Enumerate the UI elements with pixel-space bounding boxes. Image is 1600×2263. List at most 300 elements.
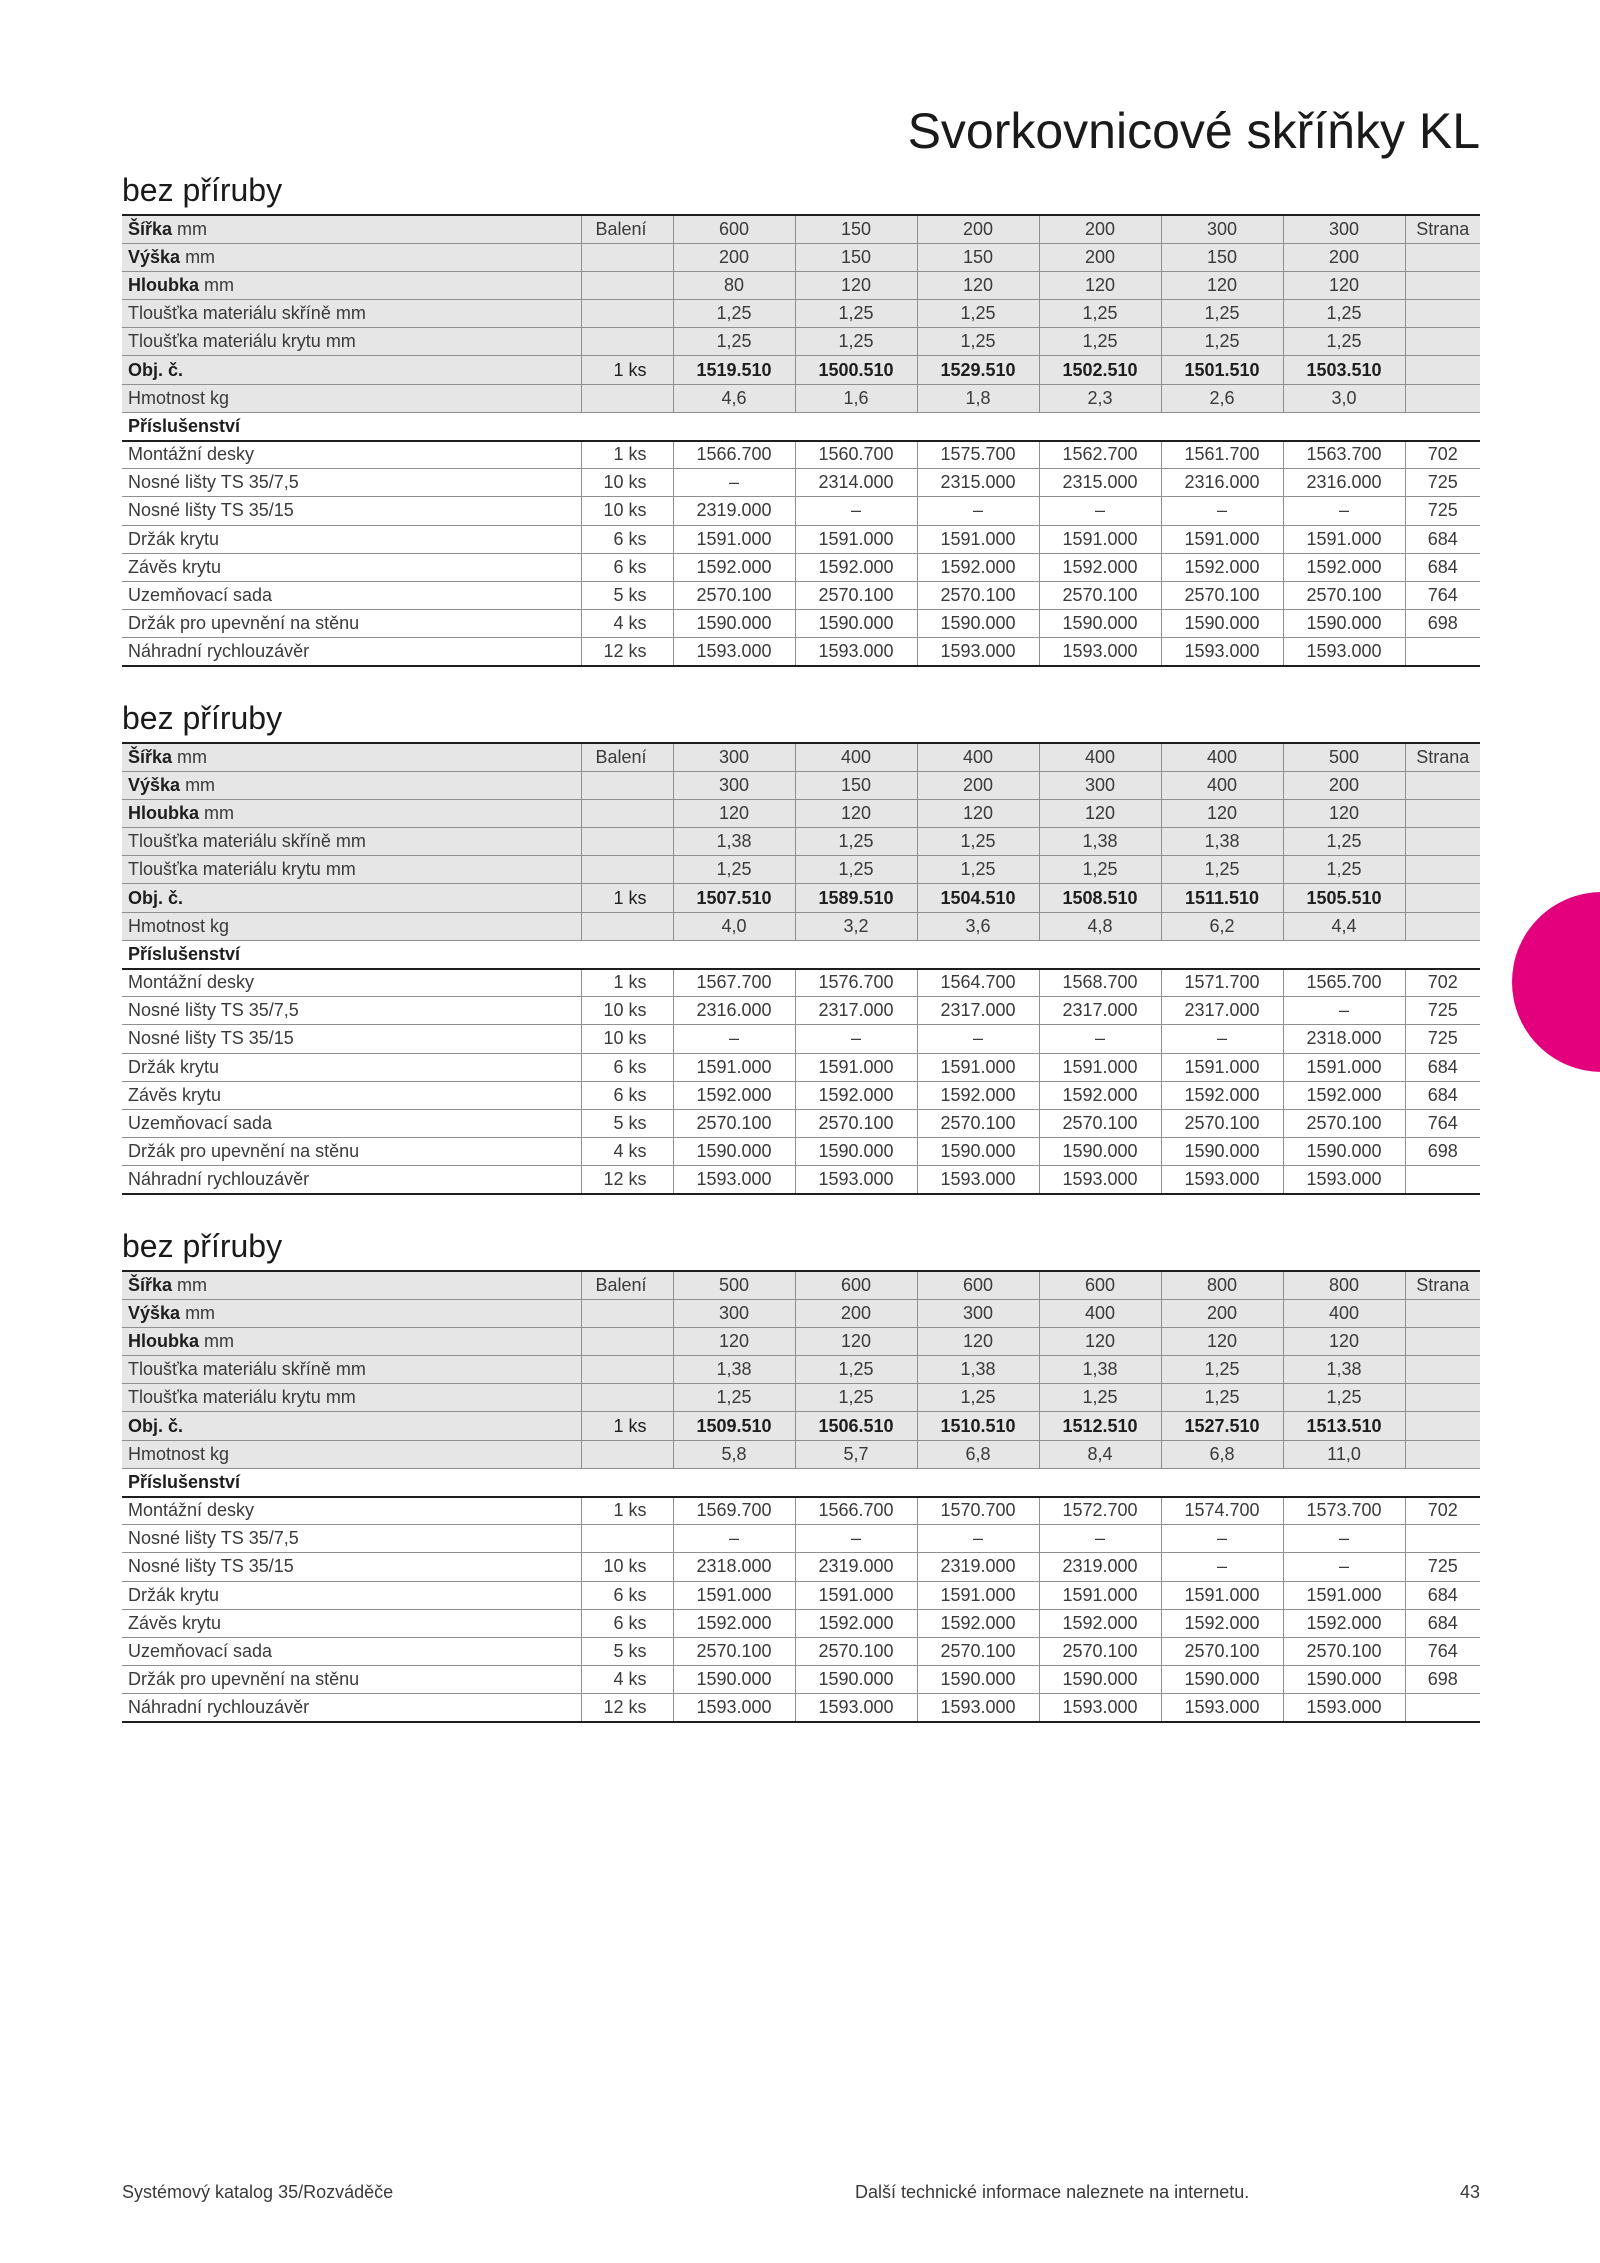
accessories-heading: Příslušenství (122, 412, 1480, 440)
pack-cell (581, 328, 673, 356)
row-label-bold: Šířka (128, 1274, 173, 1295)
pack-cell: 5 ks (581, 581, 673, 609)
pack-cell: 6 ks (581, 525, 673, 553)
pack-cell (581, 300, 673, 328)
value-cell: 300 (917, 1299, 1039, 1327)
order-number-cell: 1592.000 (1039, 1609, 1161, 1637)
order-number-cell: – (795, 1525, 917, 1553)
accessory-row (122, 1053, 1480, 1081)
value-cell: 1508.510 (1039, 884, 1161, 912)
spec-row (122, 356, 1480, 384)
pack-cell: 1 ks (581, 1497, 673, 1525)
accessory-row (122, 525, 1480, 553)
order-number-cell: 1590.000 (1161, 1138, 1283, 1166)
order-number-cell: – (1161, 1553, 1283, 1581)
pack-cell (581, 856, 673, 884)
page-ref-cell (1405, 771, 1480, 799)
order-number-cell: 1590.000 (1161, 1666, 1283, 1694)
order-number-cell: 2570.100 (795, 1109, 917, 1137)
accessory-name: Nosné lišty TS 35/15 (122, 497, 581, 525)
row-label (122, 328, 581, 356)
row-label-text: mm (199, 802, 235, 823)
order-number-cell: 1571.700 (1161, 969, 1283, 997)
spec-row (122, 856, 1480, 884)
row-label (122, 243, 581, 271)
value-cell: 200 (1283, 243, 1405, 271)
order-number-cell: 2570.100 (1283, 1109, 1405, 1137)
order-number-cell: 2315.000 (1039, 469, 1161, 497)
order-number-cell: 2570.100 (1039, 1637, 1161, 1665)
row-label-text: Tloušťka materiálu skříně mm (128, 303, 366, 324)
order-number-cell: 1592.000 (1161, 1609, 1283, 1637)
value-cell: 600 (795, 1271, 917, 1299)
accessory-name: Závěs krytu (122, 553, 581, 581)
spec-row (122, 1299, 1480, 1327)
pack-cell (581, 828, 673, 856)
row-label (122, 799, 581, 827)
order-number-cell: – (1161, 1525, 1283, 1553)
spec-row (122, 1327, 1480, 1355)
value-cell: 800 (1283, 1271, 1405, 1299)
order-number-cell: 1590.000 (1039, 1138, 1161, 1166)
order-number-cell: 2570.100 (917, 581, 1039, 609)
pack-cell: 6 ks (581, 553, 673, 581)
value-cell: 1,38 (1039, 1356, 1161, 1384)
order-number-cell: 1565.700 (1283, 969, 1405, 997)
row-label-text: Tloušťka materiálu skříně mm (128, 1359, 366, 1380)
order-number-cell: 2570.100 (1039, 1109, 1161, 1137)
order-number-cell: 1591.000 (1161, 1581, 1283, 1609)
value-cell: 150 (795, 243, 917, 271)
order-number-cell: – (795, 1025, 917, 1053)
pack-cell (581, 271, 673, 299)
row-label-text: mm (180, 246, 216, 267)
value-cell: 120 (1161, 799, 1283, 827)
spec-row (122, 215, 1480, 243)
row-label-bold: Hloubka (128, 1330, 200, 1351)
order-number-cell: 1590.000 (1039, 610, 1161, 638)
value-cell: 1,25 (795, 300, 917, 328)
accessory-row (122, 1581, 1480, 1609)
order-number-cell: 1593.000 (1283, 1166, 1405, 1194)
order-number-cell: 1593.000 (795, 1694, 917, 1722)
page-ref-cell: Strana (1405, 1271, 1480, 1299)
accessories-header-row (122, 412, 1480, 440)
value-cell: 120 (1283, 1327, 1405, 1355)
value-cell: 300 (1039, 771, 1161, 799)
order-number-cell: 1592.000 (673, 553, 795, 581)
order-number-cell: 2570.100 (673, 1109, 795, 1137)
accessory-row (122, 1694, 1480, 1722)
value-cell: 1519.510 (673, 356, 795, 384)
footer-catalog-name: Systémový katalog 35/Rozváděče (122, 2182, 394, 2202)
pack-cell (581, 243, 673, 271)
accessory-row (122, 1138, 1480, 1166)
value-cell: 1589.510 (795, 884, 917, 912)
row-label-text: mm (180, 774, 216, 795)
value-cell: 1,38 (673, 1356, 795, 1384)
page-ref-cell: 702 (1405, 441, 1480, 469)
value-cell: 120 (917, 271, 1039, 299)
order-number-cell: 1592.000 (795, 1081, 917, 1109)
row-label-bold: Výška (128, 1302, 181, 1323)
order-number-cell: 1590.000 (1283, 1138, 1405, 1166)
value-cell: 1,25 (1161, 856, 1283, 884)
order-number-cell: 1561.700 (1161, 441, 1283, 469)
page-ref-cell: 684 (1405, 1581, 1480, 1609)
page-ref-cell: 764 (1405, 581, 1480, 609)
page-ref-cell (1405, 1356, 1480, 1384)
order-number-cell: 1592.000 (917, 1081, 1039, 1109)
accessory-row (122, 497, 1480, 525)
pack-cell: 10 ks (581, 497, 673, 525)
accessories-heading: Příslušenství (122, 940, 1480, 968)
value-cell: 300 (673, 743, 795, 771)
pack-cell: Balení (581, 215, 673, 243)
value-cell: 1,25 (1039, 300, 1161, 328)
pack-cell (581, 1384, 673, 1412)
row-label (122, 771, 581, 799)
value-cell: 500 (673, 1271, 795, 1299)
row-label-text: mm (180, 1302, 216, 1323)
accessory-name: Držák pro upevnění na stěnu (122, 610, 581, 638)
page-ref-cell: 698 (1405, 1666, 1480, 1694)
order-number-cell: 1567.700 (673, 969, 795, 997)
accessory-name: Náhradní rychlouzávěr (122, 638, 581, 666)
order-number-cell: 1592.000 (1283, 1609, 1405, 1637)
value-cell: 1,38 (1039, 828, 1161, 856)
page-ref-cell: 698 (1405, 610, 1480, 638)
value-cell: 120 (1039, 271, 1161, 299)
value-cell: 3,0 (1283, 384, 1405, 412)
accessory-name: Uzemňovací sada (122, 1109, 581, 1137)
value-cell: 400 (1039, 743, 1161, 771)
order-number-cell: 2570.100 (1283, 581, 1405, 609)
pack-cell: 4 ks (581, 1666, 673, 1694)
order-number-cell: – (917, 497, 1039, 525)
accessory-row (122, 1666, 1480, 1694)
page-ref-cell (1405, 638, 1480, 666)
accessory-name: Držák pro upevnění na stěnu (122, 1666, 581, 1694)
accessory-name: Náhradní rychlouzávěr (122, 1166, 581, 1194)
order-number-cell: 1592.000 (1039, 1081, 1161, 1109)
order-number-cell: 2317.000 (795, 997, 917, 1025)
order-number-cell: 1592.000 (1283, 1081, 1405, 1109)
pack-cell: Balení (581, 743, 673, 771)
page-ref-cell (1405, 1166, 1480, 1194)
page-ref-cell (1405, 912, 1480, 940)
spec-table (122, 1270, 1480, 1723)
order-number-cell: 1591.000 (917, 1581, 1039, 1609)
order-number-cell: 1593.000 (917, 638, 1039, 666)
order-number-cell: 1592.000 (1161, 553, 1283, 581)
order-number-cell: 2317.000 (1039, 997, 1161, 1025)
accessories-header-row (122, 940, 1480, 968)
spec-table (122, 742, 1480, 1195)
order-number-cell: 1590.000 (795, 1138, 917, 1166)
row-label (122, 300, 581, 328)
order-number-cell: 2319.000 (917, 1553, 1039, 1581)
product-section (122, 698, 1480, 1195)
order-number-cell: 1591.000 (917, 525, 1039, 553)
value-cell: 1,25 (673, 1384, 795, 1412)
accessory-row (122, 1025, 1480, 1053)
order-number-cell: 1593.000 (673, 1166, 795, 1194)
value-cell: 6,8 (1161, 1440, 1283, 1468)
pack-cell: 12 ks (581, 1694, 673, 1722)
row-label-text: mm (199, 1330, 235, 1351)
accessory-name: Nosné lišty TS 35/7,5 (122, 997, 581, 1025)
order-number-cell: 2319.000 (795, 1553, 917, 1581)
section-title: bez příruby (122, 1228, 283, 1264)
order-number-cell: 1566.700 (673, 441, 795, 469)
spec-row (122, 243, 1480, 271)
row-label (122, 1299, 581, 1327)
order-number-cell: 1593.000 (1161, 1166, 1283, 1194)
pack-cell (581, 1299, 673, 1327)
order-number-cell: – (673, 1025, 795, 1053)
order-number-cell: 1590.000 (1161, 610, 1283, 638)
order-number-cell: 1591.000 (795, 1581, 917, 1609)
page-ref-cell: 684 (1405, 553, 1480, 581)
order-number-cell: 1573.700 (1283, 1497, 1405, 1525)
order-number-cell: – (1161, 497, 1283, 525)
accessory-name: Závěs krytu (122, 1081, 581, 1109)
value-cell: 1504.510 (917, 884, 1039, 912)
accessory-row (122, 1553, 1480, 1581)
value-cell: 300 (673, 771, 795, 799)
row-label-bold: Šířka (128, 746, 173, 767)
row-label (122, 271, 581, 299)
row-label-text: Hmotnost kg (128, 387, 230, 408)
accessory-name: Nosné lišty TS 35/15 (122, 1025, 581, 1053)
order-number-cell: 1593.000 (1039, 1166, 1161, 1194)
value-cell: 1,25 (1161, 300, 1283, 328)
accessory-name: Uzemňovací sada (122, 581, 581, 609)
chapter-tab-marker (1512, 892, 1600, 1072)
value-cell: 600 (1039, 1271, 1161, 1299)
value-cell: 120 (1161, 1327, 1283, 1355)
accessory-name: Držák krytu (122, 1581, 581, 1609)
value-cell: 1507.510 (673, 884, 795, 912)
value-cell: 1513.510 (1283, 1412, 1405, 1440)
value-cell: 1,25 (795, 828, 917, 856)
value-cell: 120 (795, 1327, 917, 1355)
spec-row (122, 1384, 1480, 1412)
order-number-cell: 1590.000 (1283, 610, 1405, 638)
value-cell: 1501.510 (1161, 356, 1283, 384)
page-ref-cell (1405, 384, 1480, 412)
pack-cell: 6 ks (581, 1053, 673, 1081)
order-number-cell: 2316.000 (1161, 469, 1283, 497)
pack-cell: 10 ks (581, 469, 673, 497)
value-cell: 4,8 (1039, 912, 1161, 940)
value-cell: 5,8 (673, 1440, 795, 1468)
accessory-row (122, 553, 1480, 581)
order-number-cell: 1591.000 (795, 1053, 917, 1081)
pack-cell: 5 ks (581, 1109, 673, 1137)
row-label-text: Tloušťka materiálu krytu mm (128, 859, 356, 880)
value-cell: 1503.510 (1283, 356, 1405, 384)
value-cell: 1,25 (673, 300, 795, 328)
value-cell: 1,38 (673, 828, 795, 856)
value-cell: 400 (917, 743, 1039, 771)
page-ref-cell: 725 (1405, 1025, 1480, 1053)
order-number-cell: 2319.000 (673, 497, 795, 525)
order-number-cell: 1592.000 (917, 553, 1039, 581)
order-number-cell: 1593.000 (795, 1166, 917, 1194)
accessory-row (122, 610, 1480, 638)
value-cell: 400 (1283, 1299, 1405, 1327)
accessories-heading: Příslušenství (122, 1468, 1480, 1496)
order-number-cell: 1591.000 (1283, 1581, 1405, 1609)
pack-cell: 6 ks (581, 1609, 673, 1637)
row-label-text: Tloušťka materiálu krytu mm (128, 1387, 356, 1408)
page-ref-cell (1405, 1412, 1480, 1440)
value-cell: 1,6 (795, 384, 917, 412)
order-number-cell: 1574.700 (1161, 1497, 1283, 1525)
value-cell: 400 (1161, 771, 1283, 799)
row-label-text: mm (172, 218, 208, 239)
value-cell: 400 (795, 743, 917, 771)
pack-cell: 6 ks (581, 1081, 673, 1109)
order-number-cell: 1568.700 (1039, 969, 1161, 997)
order-number-cell: – (1283, 997, 1405, 1025)
pack-cell (581, 384, 673, 412)
accessory-name: Nosné lišty TS 35/7,5 (122, 1525, 581, 1553)
order-number-cell: 1591.000 (1039, 1581, 1161, 1609)
value-cell: 120 (1283, 271, 1405, 299)
value-cell: 1,25 (795, 856, 917, 884)
spec-row (122, 328, 1480, 356)
value-cell: 1,25 (1283, 328, 1405, 356)
order-number-cell: 1591.000 (1161, 1053, 1283, 1081)
value-cell: 1,25 (1283, 828, 1405, 856)
value-cell: 400 (1161, 743, 1283, 771)
order-number-cell: 1591.000 (673, 1581, 795, 1609)
order-number-cell: – (1283, 497, 1405, 525)
order-number-cell: 1563.700 (1283, 441, 1405, 469)
accessory-row (122, 1109, 1480, 1137)
value-cell: 1,8 (917, 384, 1039, 412)
accessory-name: Závěs krytu (122, 1609, 581, 1637)
value-cell: 1,25 (1283, 300, 1405, 328)
order-number-cell: 1575.700 (917, 441, 1039, 469)
value-cell: 1,25 (1039, 856, 1161, 884)
pack-cell (581, 1327, 673, 1355)
order-number-cell: 1591.000 (1039, 1053, 1161, 1081)
row-label-bold: Obj. č. (128, 359, 184, 380)
value-cell: 1,25 (917, 328, 1039, 356)
accessory-row (122, 969, 1480, 997)
order-number-cell: 1591.000 (1283, 525, 1405, 553)
order-number-cell: 1591.000 (673, 525, 795, 553)
row-label (122, 1327, 581, 1355)
page-ref-cell: 684 (1405, 525, 1480, 553)
value-cell: 4,4 (1283, 912, 1405, 940)
row-label-bold: Hloubka (128, 274, 200, 295)
row-label (122, 356, 581, 384)
row-label (122, 1384, 581, 1412)
page-ref-cell (1405, 828, 1480, 856)
value-cell: 1,25 (1161, 1384, 1283, 1412)
order-number-cell: 2317.000 (1161, 997, 1283, 1025)
order-number-cell: 1560.700 (795, 441, 917, 469)
order-number-cell: 1591.000 (1039, 525, 1161, 553)
order-number-cell: 1590.000 (1039, 1666, 1161, 1694)
order-number-cell: 2315.000 (917, 469, 1039, 497)
value-cell: 1512.510 (1039, 1412, 1161, 1440)
order-number-cell: 1593.000 (673, 638, 795, 666)
value-cell: 120 (673, 1327, 795, 1355)
order-number-cell: 1593.000 (1283, 638, 1405, 666)
accessory-row (122, 1525, 1480, 1553)
accessory-row (122, 1166, 1480, 1194)
order-number-cell: 1564.700 (917, 969, 1039, 997)
order-number-cell: 2314.000 (795, 469, 917, 497)
value-cell: 6,8 (917, 1440, 1039, 1468)
section-title: bez příruby (122, 700, 283, 736)
order-number-cell: 1593.000 (917, 1166, 1039, 1194)
row-label (122, 1412, 581, 1440)
order-number-cell: 2570.100 (673, 1637, 795, 1665)
spec-row (122, 799, 1480, 827)
value-cell: 4,0 (673, 912, 795, 940)
spec-row (122, 743, 1480, 771)
row-label (122, 1356, 581, 1384)
order-number-cell: 1590.000 (917, 1138, 1039, 1166)
value-cell: 200 (917, 215, 1039, 243)
pack-cell: Balení (581, 1271, 673, 1299)
order-number-cell: 1593.000 (1161, 638, 1283, 666)
spec-row (122, 1271, 1480, 1299)
value-cell: 2,6 (1161, 384, 1283, 412)
order-number-cell: 2570.100 (795, 581, 917, 609)
footer-note: Další technické informace naleznete na internetu. (855, 2182, 1250, 2202)
page-ref-cell: 698 (1405, 1138, 1480, 1166)
value-cell: 120 (917, 1327, 1039, 1355)
accessory-row (122, 581, 1480, 609)
order-number-cell: 1592.000 (917, 1609, 1039, 1637)
accessory-row (122, 1609, 1480, 1637)
value-cell: 120 (795, 799, 917, 827)
row-label-bold: Výška (128, 774, 181, 795)
order-number-cell: 1593.000 (917, 1694, 1039, 1722)
value-cell: 300 (1161, 215, 1283, 243)
order-number-cell: 2318.000 (673, 1553, 795, 1581)
accessories-header-row (122, 1468, 1480, 1496)
page-ref-cell (1405, 1440, 1480, 1468)
product-section (122, 1226, 1480, 1723)
value-cell: 200 (917, 771, 1039, 799)
order-number-cell: 1572.700 (1039, 1497, 1161, 1525)
value-cell: 2,3 (1039, 384, 1161, 412)
value-cell: 1,25 (1039, 1384, 1161, 1412)
order-number-cell: 1592.000 (1039, 553, 1161, 581)
value-cell: 1509.510 (673, 1412, 795, 1440)
order-number-cell: 1590.000 (795, 1666, 917, 1694)
row-label (122, 884, 581, 912)
value-cell: 1,25 (1283, 1384, 1405, 1412)
row-label-text: Hmotnost kg (128, 915, 230, 936)
order-number-cell: 1593.000 (1039, 1694, 1161, 1722)
accessory-name: Montážní desky (122, 1497, 581, 1525)
value-cell: 200 (673, 243, 795, 271)
page-ref-cell: 702 (1405, 1497, 1480, 1525)
pack-cell: 1 ks (581, 884, 673, 912)
page-ref-cell: 684 (1405, 1053, 1480, 1081)
value-cell: 1,38 (917, 1356, 1039, 1384)
